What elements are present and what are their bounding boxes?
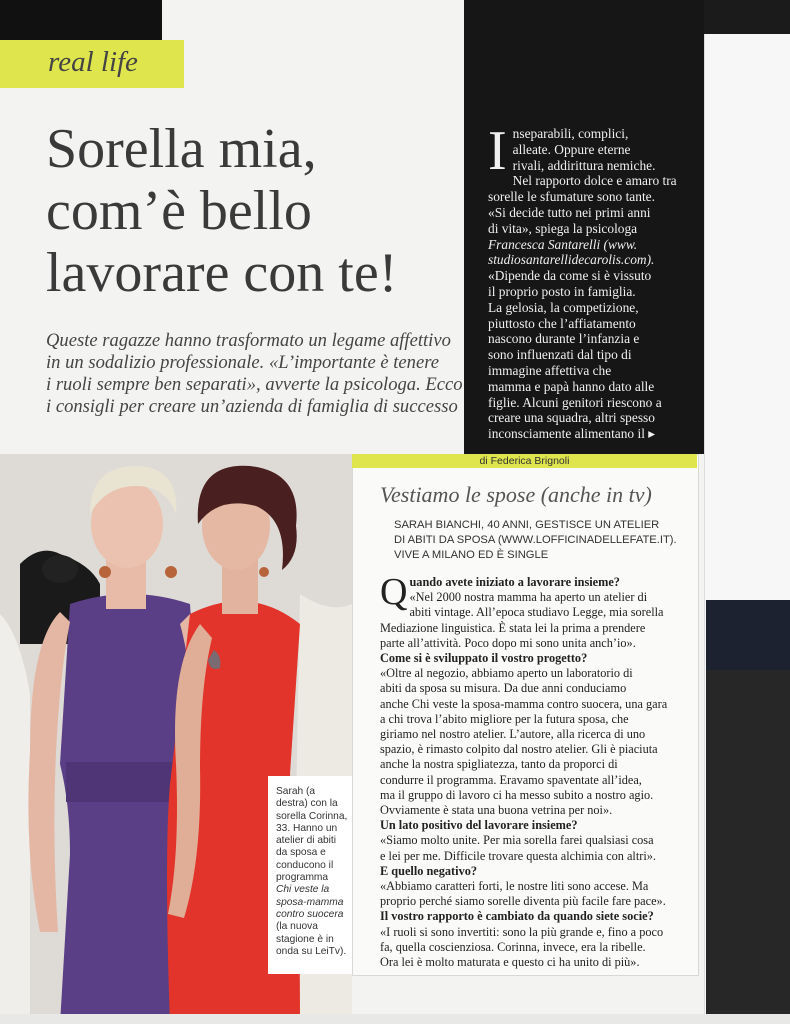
interview-answer-line: «Siamo molto unite. Per mia sorella farei qualsiasi cosa	[380, 833, 654, 848]
photo-caption	[276, 786, 354, 958]
interview-answer-line: «Abbiamo caratteri forti, le nostre liti sono accese. Ma	[380, 879, 649, 894]
standfirst-line: in un sodalizio professionale. «L’importante è tenere	[46, 352, 440, 373]
interview-answer-line: Mediazione linguistica. È stata lei la prima a prendere	[380, 620, 646, 635]
corner-black-strip	[0, 0, 162, 40]
byline: di Federica Brignoli	[479, 455, 570, 467]
interview-question: E quello negativo?	[380, 863, 478, 878]
interview-question: Come si è sviluppato il vostro progetto?	[380, 651, 588, 666]
subtitle-line: SARAH BIANCHI, 40 ANNI, GESTISCE UN ATELIER	[394, 519, 660, 531]
interview-answer-line: anche la nostra spigliatezza, tanto da proporci di	[380, 757, 618, 772]
sidebar-line: «Dipende da come si è vissuto	[488, 268, 652, 284]
interview-answer-line: «I ruoli si sono invertiti: sono la più grande e, fino a poco	[380, 924, 664, 939]
sidebar-line: nascono durante l’infanzia e	[488, 331, 640, 347]
page-edge-dark	[700, 0, 790, 34]
caption-line: Chi veste la	[276, 884, 330, 896]
interview-question: Un lato positivo del lavorare insieme?	[380, 818, 578, 833]
sidebar-line: il proprio posto in famiglia.	[488, 283, 636, 299]
adjacent-page-photo	[706, 600, 790, 670]
interview-answer-line: anche Chi veste la sposa-mamma contro suocera, una gara	[380, 696, 668, 711]
interview-answer-line: abiti vintage. All’epoca studiavo Legge, mia sorella	[409, 605, 664, 620]
interview-answer-line: Ora lei è molto maturata e questo ci ha unito di più».	[380, 955, 640, 970]
caption-line: onda su LeiTv).	[276, 945, 347, 957]
interview-answer-line: condurre il programma. Eravamo spaventate all’idea,	[380, 772, 642, 787]
caption-line: 33. Hanno un	[276, 822, 338, 834]
standfirst-line: i ruoli sempre ben separati», avverte la psicologa. Ecco	[46, 374, 463, 395]
interview-answer-line: fa, quella coscienziosa. Corinna, invece, era la ribelle.	[380, 939, 646, 954]
headline-line: Sorella mia,	[46, 118, 317, 180]
sidebar-line: figlie. Alcuni genitori riescono a	[488, 394, 662, 410]
section-kicker-label: real life	[48, 46, 138, 78]
interview-answer-line: abiti da sposa su misura. Da due anni conduciamo	[380, 681, 627, 696]
sidebar-line: sono influenzati dal tipo di	[488, 347, 632, 363]
standfirst-line: i consigli per creare un’azienda di famiglia di successo	[46, 396, 458, 417]
interview-answer-line: Ovviamente è stata una buona vetrina per noi».	[380, 803, 613, 818]
interview-answer-line: giriamo nel nostro atelier. L’autore, alla ricerca di uno	[380, 727, 646, 742]
subtitle-line: VIVE A MILANO ED È SINGLE	[394, 549, 549, 561]
interview-answer-line: «Nel 2000 nostra mamma ha aperto un atelier di	[409, 590, 648, 605]
caption-line: (la nuova	[276, 921, 318, 933]
section-kicker	[0, 40, 184, 88]
sidebar-line: rivali, addirittura nemiche.	[512, 157, 656, 173]
interview-title: Vestiamo le spose (anche in tv)	[380, 482, 652, 507]
interview-question: Il vostro rapporto è cambiato da quando siete socie?	[380, 909, 654, 924]
sidebar-line: piuttosto che l’affiatamento	[488, 315, 636, 331]
sidebar-line: «Si decide tutto nei primi anni	[488, 204, 651, 220]
caption-line: sorella Corinna,	[276, 810, 348, 822]
sidebar-line: sorelle le sfumature sono tante.	[488, 189, 655, 205]
sidebar-line: mamma e papà hanno dato alle	[488, 378, 655, 394]
interview-dropcap: Q	[380, 571, 408, 613]
interview-body	[380, 571, 680, 970]
interview-answer-line: e lei per me. Difficile trovare questa alchimia con altri».	[380, 848, 656, 863]
sidebar-line: inconsciamente alimentano il ▸	[488, 426, 655, 442]
subtitle-line: DI ABITI DA SPOSA (WWW.LOFFICINADELLEFATE.IT).	[394, 534, 677, 546]
caption-line: destra) con la	[276, 798, 338, 810]
sidebar-line: La gelosia, la competizione,	[488, 299, 639, 315]
headline-line: com’è bello	[46, 180, 312, 242]
interview-question: uando avete iniziato a lavorare insieme?	[409, 575, 620, 589]
caption-line: conducono il	[276, 859, 334, 871]
interview-answer-line: ma il gruppo di lavoro ci ha messo subito a nostro agio.	[380, 787, 654, 802]
caption-line: contro suocera	[276, 908, 344, 920]
caption-line: da sposa e	[276, 847, 326, 859]
sidebar-line: di vita», spiega la psicologa	[488, 220, 638, 236]
caption-line: atelier di abiti	[276, 835, 337, 847]
sidebar-line: alleate. Oppure eterne	[512, 141, 631, 157]
standfirst-line: Queste ragazze hanno trasformato un legame affettivo	[46, 330, 451, 351]
sidebar-dropcap: I	[488, 120, 507, 182]
sidebar-text	[488, 120, 688, 442]
sidebar-line: Francesca Santarelli (www.	[488, 236, 638, 252]
interview-answer-line: a chi trova l’abito migliore per la futura sposa, che	[380, 711, 629, 726]
headline	[46, 118, 466, 304]
interview-answer-line: spazio, è rimasto colpito dal nostro atelier. Gli è piaciuta	[380, 742, 658, 757]
page-bottom-edge	[0, 1014, 790, 1024]
sidebar-line: nseparabili, complici,	[512, 126, 629, 141]
interview-answer-line: parte all’attività. Poco dopo mi sono unita anch’io».	[380, 635, 636, 650]
caption-line: sposa-mamma	[276, 896, 344, 908]
standfirst	[46, 330, 466, 418]
interview-answer-line: «Oltre al negozio, abbiamo aperto un laboratorio di	[380, 666, 633, 681]
interview-subtitle	[394, 518, 677, 563]
sidebar-line: creare una squadra, altri spesso	[488, 410, 655, 426]
sidebar-line: immagine affettiva che	[488, 362, 612, 378]
adjacent-page-photo-lower	[706, 670, 790, 1024]
sidebar-line: studiosantarellidecarolis.com).	[488, 252, 655, 268]
sidebar-line: Nel rapporto dolce e amaro tra	[512, 173, 677, 189]
caption-line: Sarah (a	[276, 786, 316, 797]
caption-line: programma	[276, 872, 329, 884]
interview-answer-line: proprio perché siamo sorelle diventa più facile fare pace».	[380, 894, 666, 909]
headline-line: lavorare con te!	[46, 242, 398, 304]
caption-line: stagione è in	[276, 933, 334, 945]
